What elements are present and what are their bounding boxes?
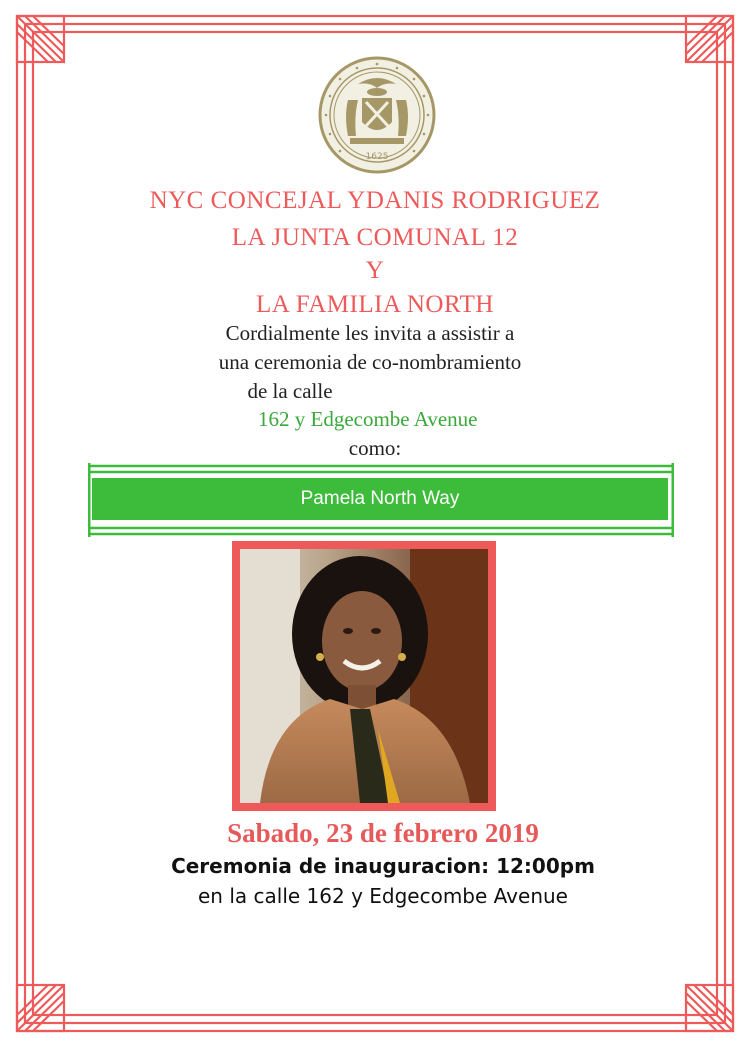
header-line-3: Y — [365, 257, 385, 284]
invitation-line-3: de la calle — [247, 379, 333, 403]
street-name-banner — [88, 463, 674, 537]
ceremony-place: en la calle 162 y Edgecombe Avenue — [198, 884, 568, 908]
event-date: Sabado, 23 de febrero 2019 — [227, 818, 539, 848]
invitation-location: 162 y Edgecombe Avenue — [258, 407, 478, 431]
header-line-2: LA JUNTA COMUNAL 12 — [231, 224, 519, 251]
portrait-photo — [240, 549, 488, 803]
invitation-line-2: una ceremonia de co-nombramiento — [218, 350, 522, 374]
invitation-line-1: Cordialmente les invita a assistir a — [225, 321, 515, 345]
header-line-4: LA FAMILIA NORTH — [256, 291, 494, 318]
seal-year: 1625 — [365, 152, 389, 162]
invitation-line-4: como: — [348, 436, 402, 460]
ceremony-time: Ceremonia de inauguracion: 12:00pm — [171, 854, 595, 878]
header-line-1: NYC CONCEJAL YDANIS RODRIGUEZ — [149, 187, 601, 214]
banner-street-name: Pamela North Way — [92, 478, 668, 520]
nyc-seal-icon — [318, 56, 436, 174]
photo-frame — [232, 541, 496, 811]
